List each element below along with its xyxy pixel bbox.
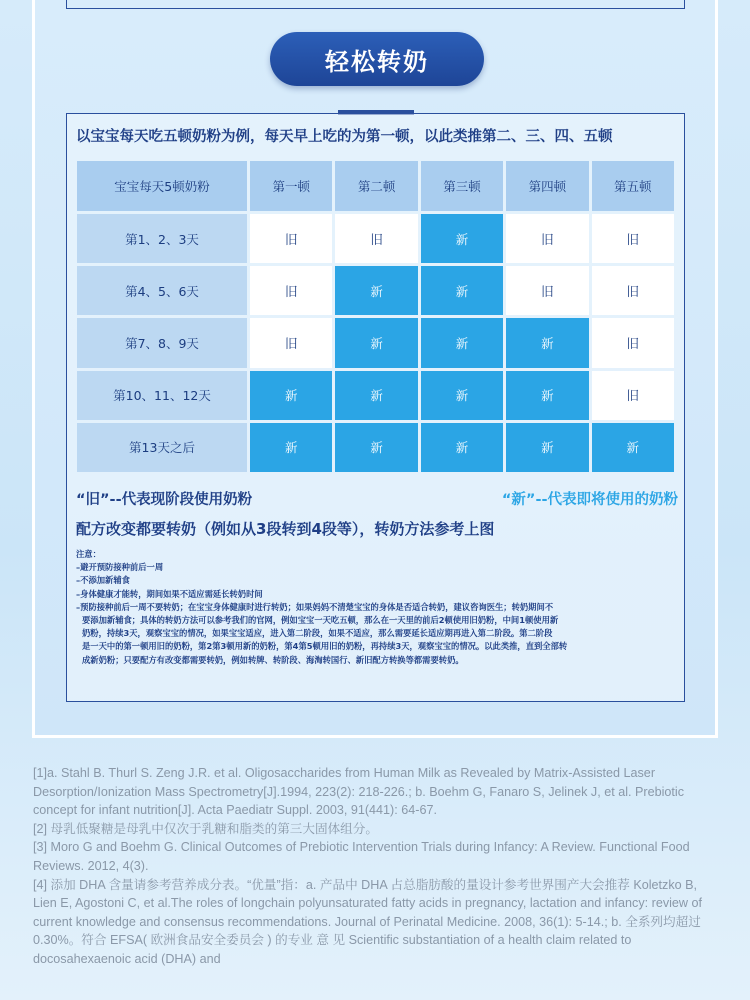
row-label: 第1、2、3天 bbox=[77, 214, 247, 263]
reference-item: [4] 添加 DHA 含量请参考营养成分表。“优量”指：a. 产品中 DHA 占总脂肪酸的量设计参考世界围产大会推荐 Koletzko B, Lien E, Agostoni C, et al.The roles of longchain polyunsaturated fatty acids in pregnancy, lactation and infancy: review of current knowledge and consensus recommendations. Journal of Perinatal Medicine. 2008, 36(1): 5-14.; b. 全系列均超过 0.30%。符合 EFSA( 欧洲食品安全委员会 ) 的专业 意 见 Scientific substantiation of a health claim related to docosahexaenoic acid (DHA) and bbox=[33, 877, 703, 966]
references bbox=[33, 764, 717, 969]
note-line: –预防接种前后一周不要转奶；在宝宝身体健康时进行转奶；如果妈妈不清楚宝宝的身体是否适合转奶，建议咨询医生；转奶期间不 bbox=[76, 601, 554, 612]
schedule-cell: 新 bbox=[335, 371, 417, 420]
schedule-cell: 旧 bbox=[506, 266, 588, 315]
previous-section-box bbox=[66, 0, 685, 9]
row-label: 第13天之后 bbox=[77, 423, 247, 472]
note-line: 奶粉，持续3天，观察宝宝的情况，如果宝宝适应，进入第二阶段，如果不适应，那么需要延长适应期再进入第二阶段。第二阶段 bbox=[82, 628, 553, 639]
legend-new: “新”--代表即将使用的奶粉 bbox=[501, 492, 678, 508]
schedule-cell: 新 bbox=[506, 318, 588, 367]
schedule-cell: 新 bbox=[250, 423, 332, 472]
schedule-cell: 旧 bbox=[592, 371, 674, 420]
schedule-cell: 新 bbox=[421, 318, 503, 367]
section-title-text: 轻松转奶 bbox=[325, 47, 429, 76]
row-label: 第7、8、9天 bbox=[77, 318, 247, 367]
table-header-cell: 第四顿 bbox=[506, 161, 588, 211]
note-line: 要添加新辅食；具体的转奶方法可以参考我们的官网，例如宝宝一天吃五顿，那么在一天里的前后2顿使用旧奶粉，中间1顿使用新 bbox=[82, 615, 559, 626]
schedule-cell: 新 bbox=[506, 423, 588, 472]
switch-method-text: 配方改变都要转奶（例如从3段转到4段等），转奶方法参考上图 bbox=[76, 520, 495, 538]
schedule-cell: 新 bbox=[335, 318, 417, 367]
intro-text: 以宝宝每天吃五顿奶粉为例，每天早上吃的为第一顿，以此类推第二、三、四、五顿 bbox=[76, 129, 613, 145]
table-row bbox=[77, 266, 674, 315]
note-line: –避开预防接种前后一周 bbox=[76, 562, 164, 573]
schedule-cell: 新 bbox=[250, 371, 332, 420]
note-line: –不添加新辅食 bbox=[76, 575, 130, 586]
schedule-cell: 新 bbox=[506, 371, 588, 420]
table-header-cell: 第二顿 bbox=[335, 161, 417, 211]
schedule-cell: 旧 bbox=[250, 214, 332, 263]
schedule-cell: 新 bbox=[421, 214, 503, 263]
table-row bbox=[77, 214, 674, 263]
note-line: 是一天中的第一顿用旧的奶粉，第2第3顿用新的奶粉，第4第5顿用旧的奶粉，再持续3天，观察宝宝的情况。以此类推，直到全部转 bbox=[82, 641, 568, 652]
schedule-cell: 旧 bbox=[592, 214, 674, 263]
table-row bbox=[77, 423, 674, 472]
schedule-cell: 新 bbox=[421, 266, 503, 315]
reference-item: [3] Moro G and Boehm G. Clinical Outcomes of Prebiotic Intervention Trials during Infancy: A Review. Functional Food Reviews. 2012, 4(3). bbox=[33, 840, 690, 873]
feeding-schedule-table bbox=[74, 158, 677, 475]
section-title bbox=[270, 32, 484, 86]
reference-item: [2] 母乳低聚糖是母乳中仅次于乳糖和脂类的第三大固体组分。 bbox=[33, 821, 378, 836]
schedule-cell: 旧 bbox=[592, 266, 674, 315]
table-header-cell: 第三顿 bbox=[421, 161, 503, 211]
table-row bbox=[77, 318, 674, 367]
schedule-cell: 新 bbox=[421, 371, 503, 420]
schedule-cell: 旧 bbox=[250, 318, 332, 367]
schedule-cell: 新 bbox=[421, 423, 503, 472]
schedule-cell: 旧 bbox=[250, 266, 332, 315]
schedule-cell: 新 bbox=[335, 423, 417, 472]
row-label: 第10、11、12天 bbox=[77, 371, 247, 420]
table-header-cell: 第五顿 bbox=[592, 161, 674, 211]
note-line: 成新奶粉；只要配方有改变都需要转奶，例如转牌、转阶段、海淘转国行、新旧配方转换等都需要转奶。 bbox=[82, 654, 464, 665]
schedule-cell: 旧 bbox=[592, 318, 674, 367]
table-header-row bbox=[77, 161, 674, 211]
schedule-cell: 新 bbox=[335, 266, 417, 315]
table-header-cell: 第一顿 bbox=[250, 161, 332, 211]
table-corner-cell: 宝宝每天5顿奶粉 bbox=[77, 161, 247, 211]
schedule-cell: 旧 bbox=[335, 214, 417, 263]
schedule-cell: 旧 bbox=[506, 214, 588, 263]
notes-heading: 注意： bbox=[76, 549, 101, 559]
row-label: 第4、5、6天 bbox=[77, 266, 247, 315]
schedule-cell: 新 bbox=[592, 423, 674, 472]
note-line: –身体健康才能转，期间如果不适应需延长转奶时间 bbox=[76, 588, 263, 599]
legend-old: “旧”--代表现阶段使用奶粉 bbox=[76, 492, 253, 508]
table-row bbox=[77, 371, 674, 420]
notes-block bbox=[76, 548, 676, 667]
reference-item: [1]a. Stahl B. Thurl S. Zeng J.R. et al. Oligosaccharides from Human Milk as Revealed by Matrix-Assisted Laser Desorption/Ionization Mass Spectrometry[J].1994, 223(2): 218-226.; b. Boehm G, Fanaro S, Jelinek J, et al. Prebiotic concept for infant nutrition[J]. Acta Paediatr Suppl. 2003, 91(441): 64-67. bbox=[33, 766, 685, 818]
